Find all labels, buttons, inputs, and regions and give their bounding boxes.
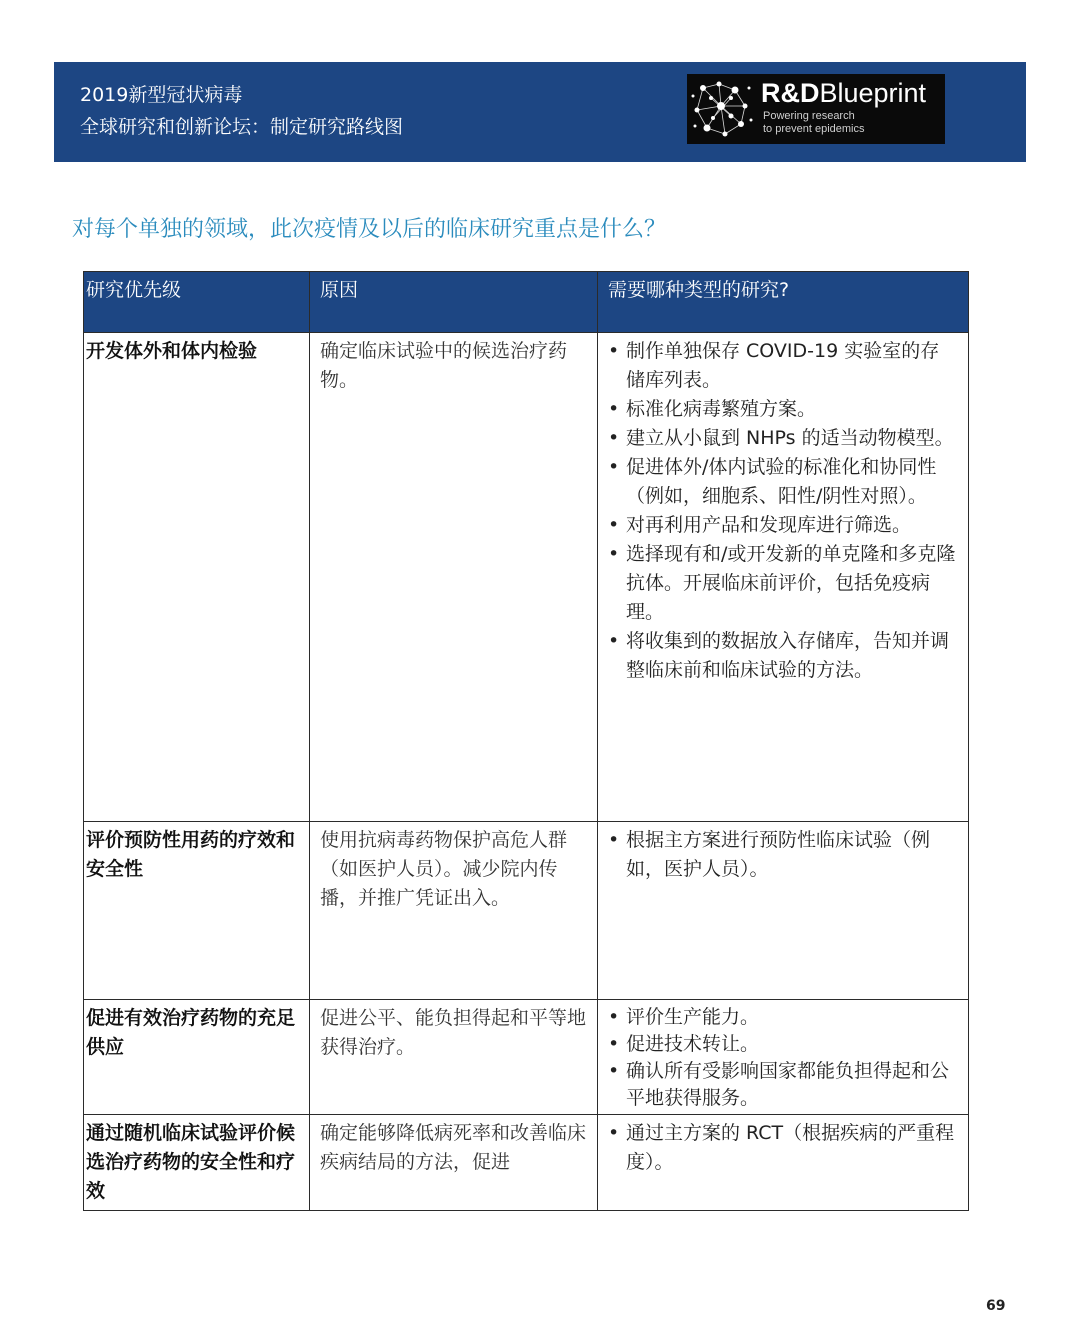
network-globe-icon	[689, 76, 755, 142]
priority-cell: 评价预防性用药的疗效和安全性	[84, 822, 310, 1000]
reason-cell: 促进公平、能负担得起和平等地获得治疗。	[310, 1000, 598, 1115]
research-bullet-list	[608, 826, 958, 884]
section-question-heading: 对每个单独的领域，此次疫情及以后的临床研究重点是什么？	[72, 217, 667, 242]
header-title-line1: 2019新型冠状病毒	[80, 84, 243, 106]
table-row	[84, 1000, 969, 1115]
research-bullet-list	[608, 1119, 958, 1177]
research-bullet: • 选择现有和/或开发新的单克隆和多克隆抗体。开展临床前评价，包括免疫病理。	[608, 540, 958, 627]
reason-cell: 确定能够降低病死率和改善临床疾病结局的方法，促进	[310, 1115, 598, 1211]
reason-cell: 确定临床试验中的候选治疗药物。	[310, 333, 598, 822]
reason-cell: 使用抗病毒药物保护高危人群（如医护人员）。减少院内传播，并推广凭证出入。	[310, 822, 598, 1000]
research-bullet: • 确认所有受影响国家都能负担得起和公平地获得服务。	[608, 1058, 958, 1112]
page-number: 69	[986, 1298, 1006, 1314]
research-bullet: • 制作单独保存 COVID-19 实验室的存储库列表。	[608, 337, 958, 395]
research-cell	[598, 822, 969, 1000]
header-title-line2: 全球研究和创新论坛：制定研究路线图	[80, 116, 404, 138]
table-row	[84, 1115, 969, 1211]
column-header-reason: 原因	[310, 272, 598, 333]
research-bullet: • 根据主方案进行预防性临床试验（例如，医护人员）。	[608, 826, 958, 884]
research-cell	[598, 1000, 969, 1115]
column-header-priority: 研究优先级	[84, 272, 310, 333]
logo-tagline-line2: to prevent epidemics	[763, 123, 865, 135]
research-cell	[598, 333, 969, 822]
research-bullet: • 建立从小鼠到 NHPs 的适当动物模型。	[608, 424, 958, 453]
page-header-banner	[54, 62, 1026, 162]
logo-wordmark: R&DBlueprint	[761, 78, 927, 108]
research-bullet: • 标准化病毒繁殖方案。	[608, 395, 958, 424]
research-bullet-list	[608, 1004, 958, 1112]
research-bullet: • 将收集到的数据放入存储库，告知并调整临床前和临床试验的方法。	[608, 627, 958, 685]
research-cell	[598, 1115, 969, 1211]
table-header-row	[84, 272, 969, 333]
research-bullet: • 促进体外/体内试验的标准化和协同性（例如，细胞系、阳性/阴性对照）。	[608, 453, 958, 511]
research-bullet: • 评价生产能力。	[608, 1004, 958, 1031]
column-header-research-type: 需要哪种类型的研究?	[598, 272, 969, 333]
priority-cell: 开发体外和体内检验	[84, 333, 310, 822]
priority-cell: 促进有效治疗药物的充足供应	[84, 1000, 310, 1115]
research-priorities-table	[83, 271, 969, 1211]
table-row	[84, 333, 969, 822]
logo-tagline-line1: Powering research	[763, 110, 855, 122]
research-bullet: • 对再利用产品和发现库进行筛选。	[608, 511, 958, 540]
research-bullet: • 促进技术转让。	[608, 1031, 958, 1058]
research-bullet-list	[608, 337, 958, 685]
table-row	[84, 822, 969, 1000]
priority-cell: 通过随机临床试验评价候选治疗药物的安全性和疗效	[84, 1115, 310, 1211]
research-bullet: • 通过主方案的 RCT（根据疾病的严重程度）。	[608, 1119, 958, 1177]
rd-blueprint-logo	[687, 74, 945, 144]
